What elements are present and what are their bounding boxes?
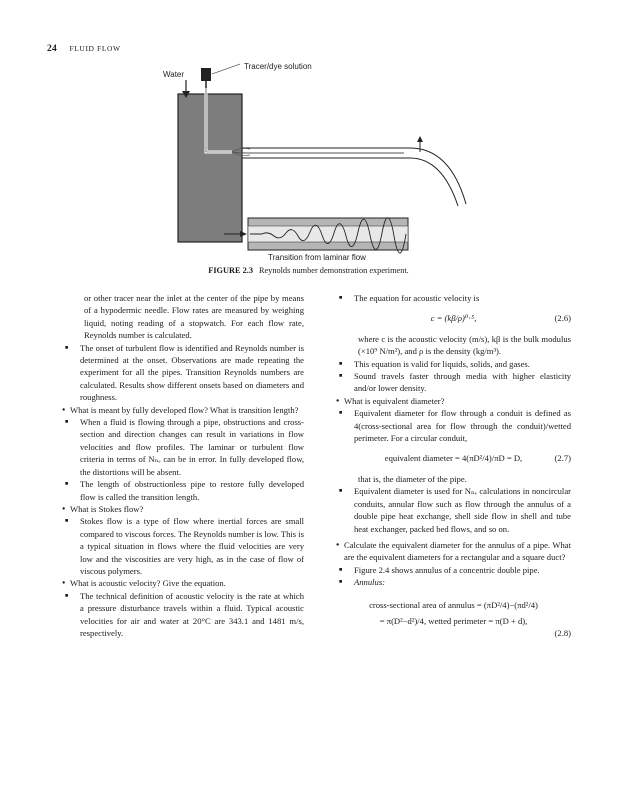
question-acoustic-velocity: ● What is acoustic velocity? Give the equation. (62, 577, 304, 589)
figure-number: FIGURE 2.3 (208, 266, 253, 275)
running-section-title: FLUID FLOW (69, 44, 121, 53)
left-column (62, 292, 304, 639)
bullet-equivalent-definition: ■ Equivalent diameter for flow through a conduit is defined as 4(cross-sectional area for flow through the conduit)/wetted perimeter. For a circular conduit, (336, 407, 571, 444)
bullet-figure-2-4: ■ Figure 2.4 shows annulus of a concentric double pipe. (336, 564, 571, 576)
bullet-annulus: ■ Annulus: (336, 576, 571, 588)
figure-caption-text: Reynolds number demonstration experiment. (258, 266, 409, 275)
bullet-transition-length: ■ The length of obstructionless pipe to restore fully developed flow is called the transition length. (62, 478, 304, 503)
equation-2-6 (336, 312, 571, 324)
page-number: 24 (47, 44, 57, 54)
bullet-equivalent-usage: ■ Equivalent diameter is used for Nₙₑ calculations in noncircular conduits, annular flow such as flow through the annulus of a double pipe heat exchange, shell side flow in shell and tube heat exchanger, packed bed flows, and so on. (336, 485, 571, 535)
question-annulus: ● Calculate the equivalent diameter for the annulus of a pipe. What are the equivalent diameters for a rectangular and a square duct? (336, 539, 571, 564)
equation-2-7-body: equivalent diameter = 4(πD²/4)/πD = D, (384, 453, 523, 464)
question-stokes-flow: ● What is Stokes flow? (62, 503, 304, 515)
reynolds-experiment-figure (0, 0, 617, 290)
bullet-acoustic-definition: ■ The technical definition of acoustic velocity is the rate at which a pressure disturbance travels within a fluid. Typical acoustic velocities for air and water at 20°C are 343.1 and 1481 m/s, respectively. (62, 590, 304, 640)
dye-reservoir (201, 68, 211, 81)
equation-2-6-body: c = (kβ/ρ)⁰⋅⁵, (430, 313, 477, 324)
pipe-lower-wall (242, 158, 458, 206)
transition-label: Transition from laminar flow (268, 253, 366, 262)
transition-pipe (248, 226, 408, 242)
bullet-stokes-definition: ■ Stokes flow is a type of flow where inertial forces are small compared to viscous forces. The Reynolds number is low. This is a typical situation in flows where the fluid velocities are very low and the viscosities are very high, as in the case of flow of viscous polymers. (62, 515, 304, 577)
paragraph-continued: or other tracer near the inlet at the center of the pipe by means of a hypodermic needle. Flow rates are measured by weighing liquid, noting reading of a stopwatch. For each flow rate, Reynolds number is calculated. (84, 293, 304, 341)
bullet-sound-faster: ■ Sound travels faster through media with higher elasticity and/or lower density. (336, 370, 571, 395)
bullet-turbulent-onset: ■ The onset of turbulent flow is identified and Reynolds number is determined at the onset. Observations are made repeating the experiment for all the pipes. Transition Reynolds numbers are calculated. Results show different onsets based on diameters and roughness. (62, 342, 304, 404)
equation-2-8-line2 (336, 615, 571, 638)
figure-caption (0, 266, 617, 275)
acoustic-where-clause: where c is the acoustic velocity (m/s), kβ is the bulk modulus (×10⁹ N/m²), and ρ is the density (kg/m³). (358, 333, 571, 357)
question-fully-developed-flow: ● What is meant by fully developed flow? What is transition length? (62, 404, 304, 416)
diameter-note: that is, the diameter of the pipe. (358, 473, 467, 484)
water-tank (178, 94, 242, 242)
pipe-upper-wall (242, 148, 466, 204)
question-equivalent-diameter: ● What is equivalent diameter? (336, 395, 571, 407)
water-label: Water (163, 70, 185, 79)
flow-arrow-head (417, 136, 423, 142)
equation-2-8-number: (2.8) (554, 627, 571, 638)
bullet-valid-media: ■ This equation is valid for liquids, solids, and gases. (336, 358, 571, 370)
equation-2-8-body-1: cross-sectional area of annulus = (πD²/4)−(πd²/4) (369, 599, 538, 610)
bullet-acoustic-equation: ■ The equation for acoustic velocity is (336, 292, 571, 304)
transition-arrow-head (240, 231, 247, 237)
tracer-label: Tracer/dye solution (244, 62, 312, 71)
equation-2-8-body-2: = π(D²−d²)/4, wetted perimeter = π(D + d), (379, 615, 528, 626)
bullet-obstructions: ■ When a fluid is flowing through a pipe, obstructions and cross-section and direction changes can result in variations in flow velocities and flow profiles. The laminar or turbulent flow criteria in terms of Nₙₑ can be in error. In fully developed flow, the distortions will be absent. (62, 416, 304, 478)
dye-streak (232, 152, 404, 153)
equation-2-7 (336, 452, 571, 464)
tracer-leader-line (212, 64, 240, 74)
equation-2-6-number: (2.6) (554, 313, 571, 324)
right-column (336, 292, 571, 638)
equation-2-7-number: (2.7) (554, 453, 571, 464)
equation-2-8-line1 (336, 599, 571, 611)
